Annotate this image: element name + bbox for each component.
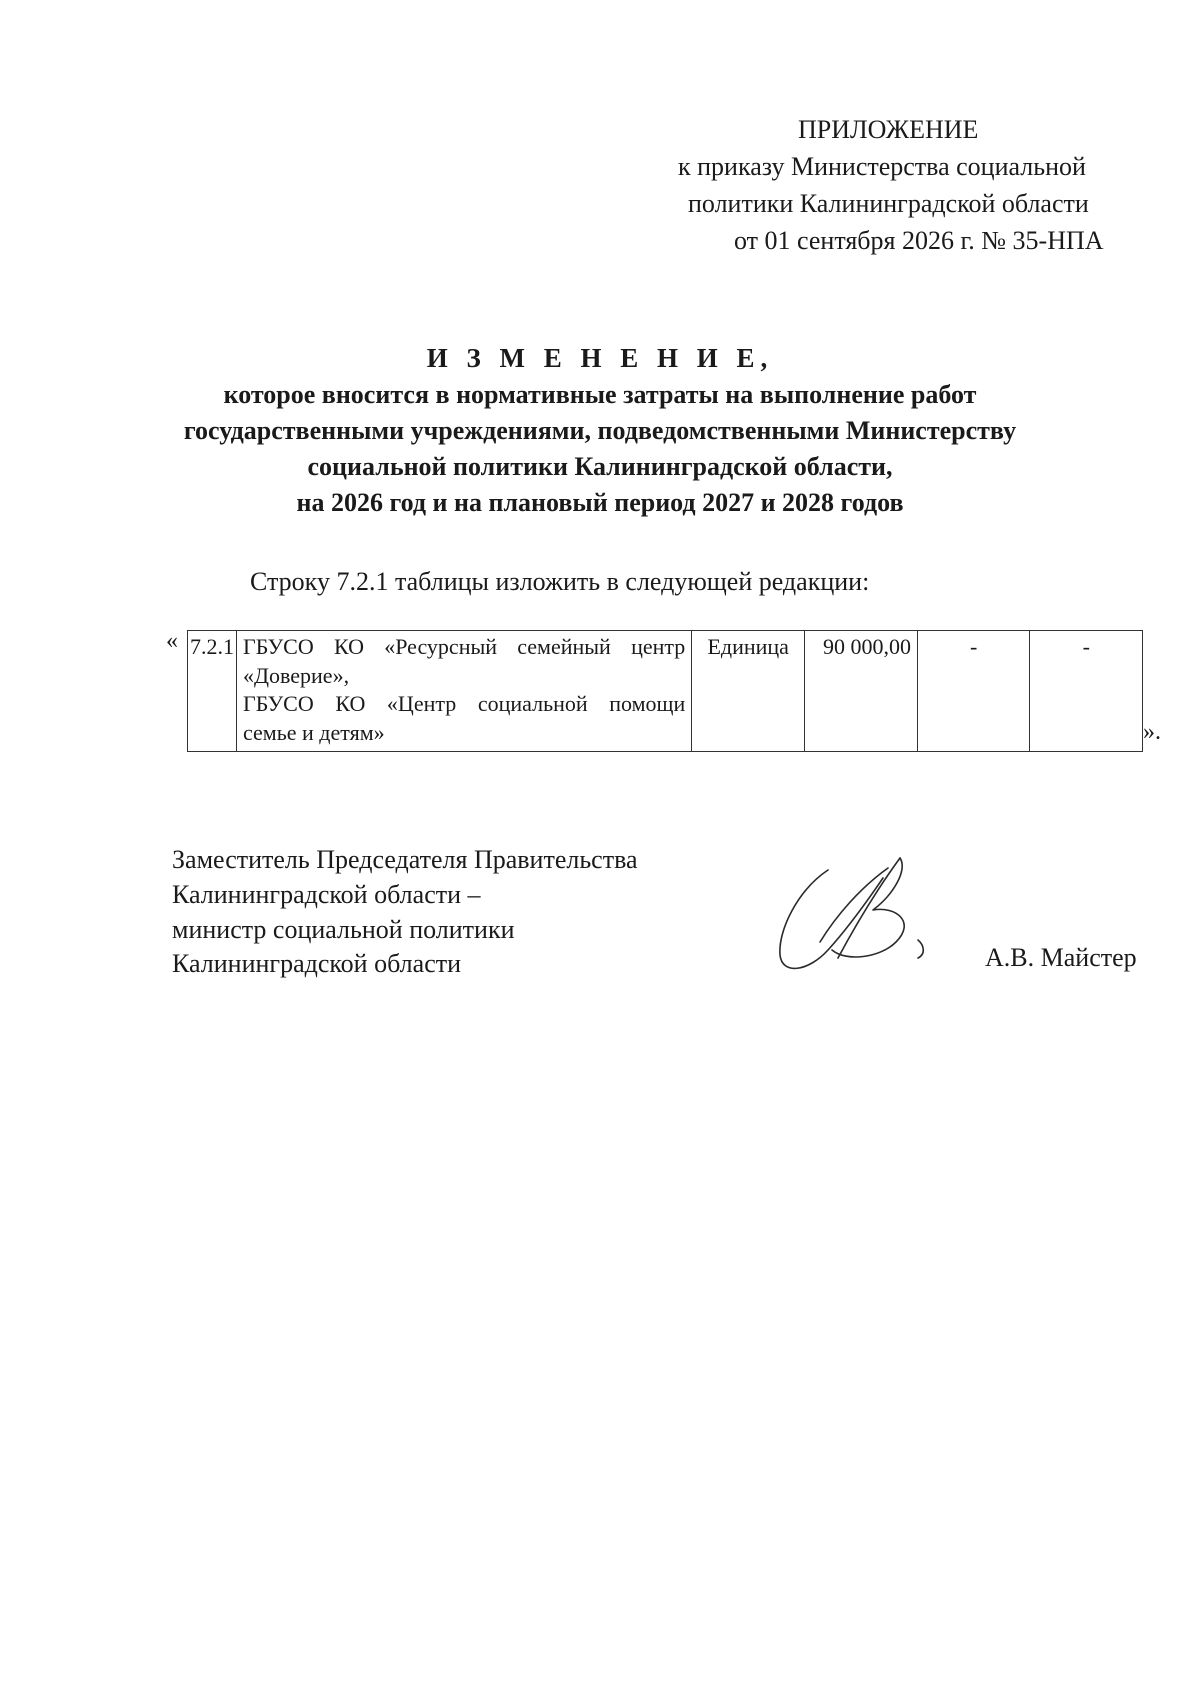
title-line: социальной политики Калининградской области,: [307, 452, 893, 481]
document-title: [160, 340, 1040, 521]
signer-name: А.В. Майстер: [985, 943, 1137, 972]
title-line: на 2026 год и на плановый период 2027 и 2028 годов: [296, 487, 904, 517]
opening-quote: «: [166, 628, 178, 654]
title-line: государственными учреждениями, подведомственными Министерству: [183, 416, 1017, 446]
appendix-order-ref: к приказу Министерства социальной: [678, 151, 1086, 181]
intro-paragraph: Строку 7.2.1 таблицы изложить в следующей редакции:: [250, 567, 870, 596]
title-line: которое вносится в нормативные затраты на выполнение работ: [223, 380, 977, 410]
value-2028-cell: -: [1030, 631, 1143, 752]
institution-name-line: ГБУСО КО «Ресурсный семейный центр: [243, 634, 686, 659]
institution-name-line: семье и детям»: [243, 719, 385, 745]
unit-cell: Единица: [692, 631, 805, 752]
amendment-table: [187, 630, 1143, 752]
closing-quote: ».: [1143, 719, 1161, 745]
signatory-line: Калининградской области: [172, 949, 462, 979]
institution-name-line: ГБУСО КО «Центр социальной помощи: [243, 691, 686, 717]
signatory-line: Заместитель Председателя Правительства: [172, 845, 638, 874]
value-2027-cell: -: [917, 631, 1030, 752]
appendix-ministry: политики Калининградской области: [688, 188, 1089, 218]
institution-name-line: «Доверие»,: [243, 662, 350, 688]
signatory-line: министр социальной политики: [172, 914, 515, 944]
appendix-header: [660, 112, 1140, 260]
title-heading: И З М Е Н Е Н И Е,: [426, 343, 774, 373]
institution-name-cell: [237, 631, 692, 752]
row-number-cell: 7.2.1: [188, 631, 237, 752]
value-2026-cell: 90 000,00: [805, 631, 918, 752]
table-row: [188, 631, 1143, 752]
appendix-date-number: от 01 сентября 2026 г. № 35-НПА: [734, 225, 1104, 255]
handwritten-signature: [768, 850, 948, 980]
signatory-position: [172, 843, 638, 982]
signatory-line: Калининградской области –: [172, 879, 481, 909]
appendix-title: ПРИЛОЖЕНИЕ: [798, 115, 979, 144]
